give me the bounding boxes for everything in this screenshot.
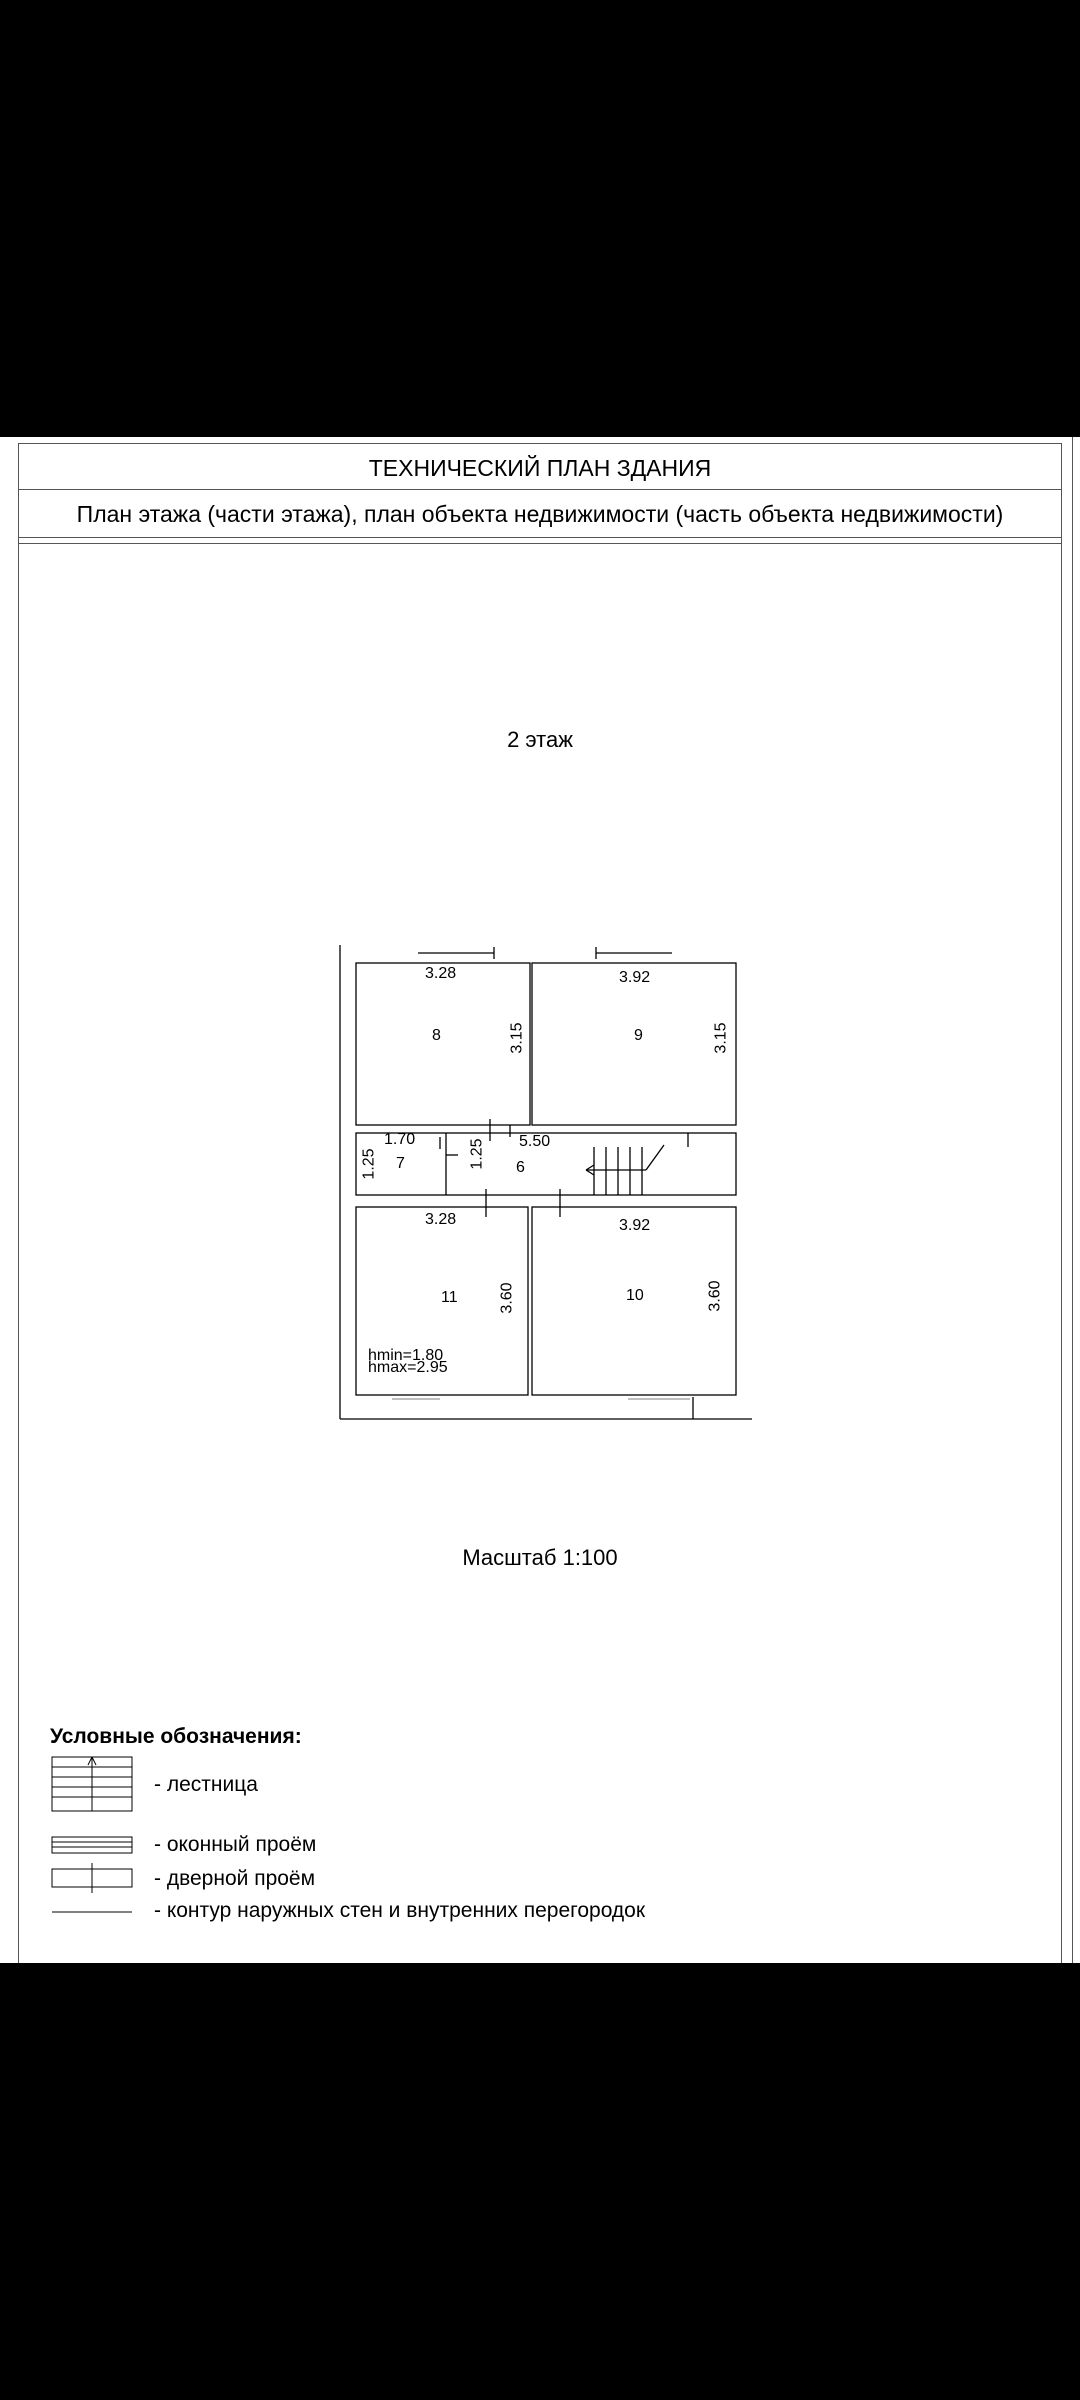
room-8-number: 8 (432, 1027, 441, 1044)
room-11-width: 3.28 (425, 1211, 457, 1228)
legend-stair-text: - лестница (154, 1773, 258, 1796)
room-10-number: 10 (626, 1287, 644, 1304)
legend-door-icon (52, 1863, 132, 1893)
room-9-height: 3.15 (712, 1022, 730, 1054)
room-7-number: 7 (396, 1155, 405, 1172)
legend-window-text: - оконный проём (154, 1833, 317, 1856)
stair-icon (586, 1145, 664, 1195)
room-9-width: 3.92 (619, 969, 651, 986)
document-sheet (0, 437, 1080, 1963)
room-8-width: 3.28 (425, 965, 457, 982)
room-10-height: 3.60 (706, 1280, 724, 1312)
room-11-height: 3.60 (498, 1282, 516, 1314)
room-9-number: 9 (634, 1027, 643, 1044)
room-6-number: 6 (516, 1159, 525, 1176)
room-6-width: 5.50 (519, 1133, 551, 1150)
legend-door-text: - дверной проём (154, 1867, 316, 1890)
legend-wall-text: - контур наружных стен и внутренних перегородок (154, 1899, 646, 1922)
room-8-height: 3.15 (508, 1022, 526, 1054)
page-title: ТЕХНИЧЕСКИЙ ПЛАН ЗДАНИЯ (368, 455, 712, 481)
room-10-width: 3.92 (619, 1217, 651, 1234)
room-11-number: 11 (441, 1289, 458, 1306)
legend-window-icon (52, 1837, 132, 1853)
room-7-height: 1.25 (360, 1148, 378, 1180)
legend-title: Условные обозначения: (50, 1725, 302, 1748)
room-11-hmin: hmin=1.80 (368, 1347, 444, 1364)
room-6-height: 1.25 (468, 1138, 486, 1170)
legend-stair-icon (52, 1757, 132, 1811)
room-11-hmax: hmax=2.95 (368, 1359, 448, 1376)
room-7-width: 1.70 (384, 1131, 416, 1148)
page-subtitle: План этажа (части этажа), план объекта недвижимости (часть объекта недвижимости) (76, 501, 1004, 527)
scale-label: Масштаб 1:100 (462, 1545, 618, 1570)
floor-title: 2 этаж (507, 727, 573, 752)
